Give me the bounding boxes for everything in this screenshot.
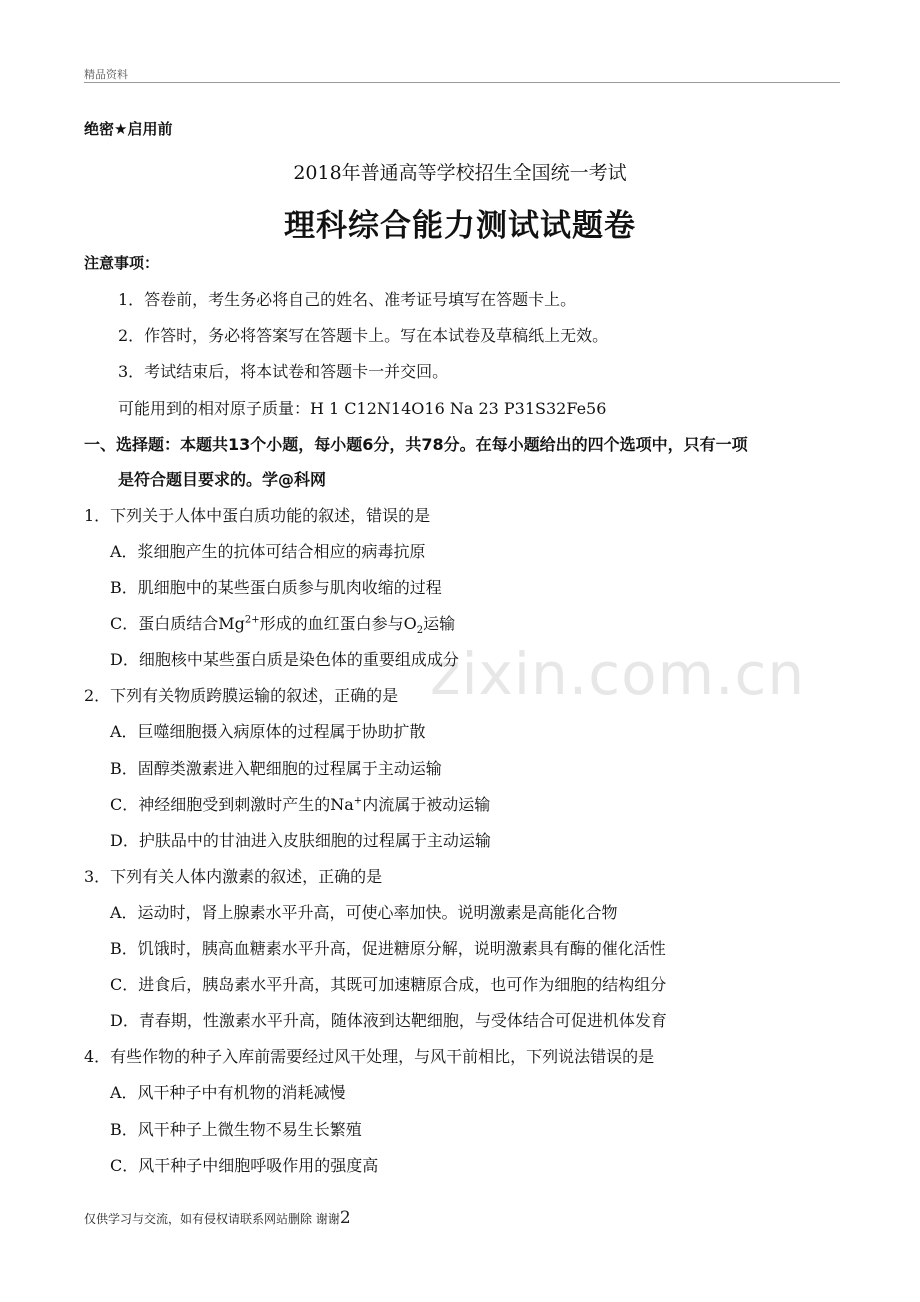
q1-option-c-sub: 2 [416,625,424,637]
paper-title: 理科综合能力测试试题卷 [284,208,636,244]
q1-option-c-sup: 2+ [244,614,260,626]
q4-option-a: A．风干种子中有机物的消耗减慢 [110,1083,346,1102]
q4-stem: 4．有些作物的种子入库前需要经过风干处理，与风干前相比，下列说法错误的是 [84,1047,655,1066]
q2-stem: 2．下列有关物质跨膜运输的叙述，正确的是 [84,686,399,705]
exam-title: 2018年普通高等学校招生全国统一考试 [293,162,627,184]
q1-option-b: B．肌细胞中的某些蛋白质参与肌肉收缩的过程 [110,578,442,597]
q1-option-c [110,611,455,636]
header-rule [84,82,840,83]
secret-marking: 绝密★启用前 [84,120,173,138]
q1-option-c-post: 运输 [423,614,456,633]
note-item-1: 1．答卷前，考生务必将自己的姓名、准考证号填写在答题卡上。 [118,290,577,309]
q3-option-d: D．青春期，性激素水平升高，随体液到达靶细胞，与受体结合可促进机体发育 [110,1011,667,1030]
q3-option-a: A．运动时，肾上腺素水平升高，可使心率加快。说明激素是高能化合物 [110,903,618,922]
page-number: 2 [339,1208,351,1228]
q1-option-c-pre: C．蛋白质结合Mg [110,614,245,633]
q3-option-b: B．饥饿时，胰高血糖素水平升高，促进糖原分解，说明激素具有酶的催化活性 [110,939,666,958]
q3-stem: 3．下列有关人体内激素的叙述，正确的是 [84,867,383,886]
atomic-mass-line: 可能用到的相对原子质量：H 1 C12N14O16 Na 23 P31S32Fe56 [118,399,607,418]
q3-option-c: C．进食后，胰岛素水平升高，其既可加速糖原合成，也可作为细胞的结构组分 [110,975,667,994]
notes-heading: 注意事项： [84,254,160,272]
q4-option-c: C．风干种子中细胞呼吸作用的强度高 [110,1156,379,1175]
note-item-2: 2．作答时，务必将答案写在答题卡上。写在本试卷及草稿纸上无效。 [118,326,609,345]
q2-option-c-sup: + [353,795,363,807]
q1-stem: 1．下列关于人体中蛋白质功能的叙述，错误的是 [84,506,431,525]
footer [84,1208,351,1228]
note-item-3: 3．考试结束后，将本试卷和答题卡一并交回。 [118,362,449,381]
q1-option-c-mid: 形成的血红蛋白参与O [259,614,417,633]
section-heading-line1: 一、选择题：本题共13个小题，每小题6分，共78分。在每小题给出的四个选项中，只有一项 [84,435,748,454]
q2-option-c-pre: C．神经细胞受到刺激时产生的Na [110,795,354,814]
q2-option-d: D．护肤品中的甘油进入皮肤细胞的过程属于主动运输 [110,831,491,850]
q1-option-d: D．细胞核中某些蛋白质是染色体的重要组成成分 [110,650,459,669]
footer-text: 仅供学习与交流，如有侵权请联系网站删除 谢谢 [84,1212,340,1226]
q2-option-c [110,792,490,815]
q1-option-a: A．浆细胞产生的抗体可结合相应的病毒抗原 [110,542,426,561]
watermark-text: zixin.com.cn [430,640,806,708]
q4-option-b: B．风干种子上微生物不易生长繁殖 [110,1120,362,1139]
q2-option-c-post: 内流属于被动运输 [362,795,491,814]
q2-option-a: A．巨噬细胞摄入病原体的过程属于协助扩散 [110,722,426,741]
q2-option-b: B．固醇类激素进入靶细胞的过程属于主动运输 [110,759,442,778]
header-label: 精品资料 [84,68,128,81]
section-heading-line2: 是符合题目要求的。学@科网 [118,470,327,489]
